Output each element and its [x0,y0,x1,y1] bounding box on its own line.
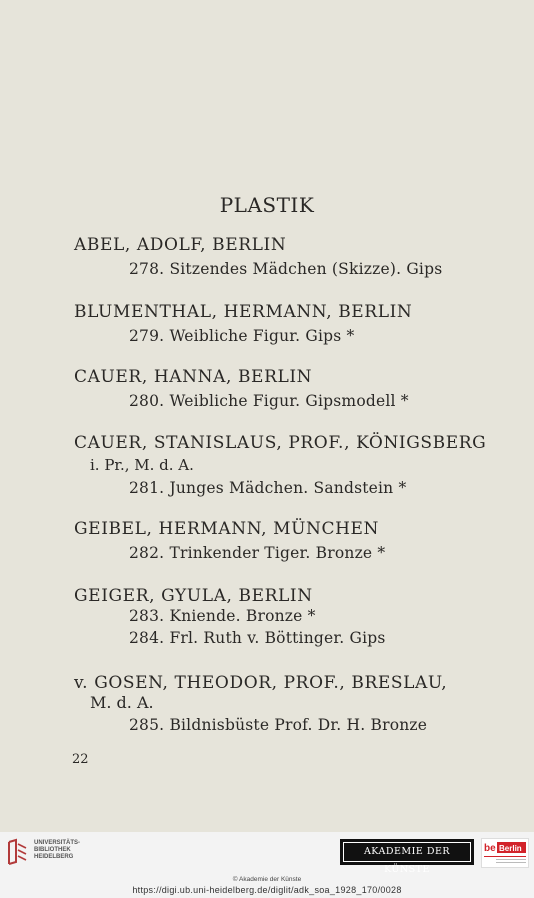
work-entry: 282. Trinkender Tiger. Bronze * [129,544,386,562]
work-entry: 281. Junges Mädchen. Sandstein * [129,479,407,497]
library-name-line: BIBLIOTHEK [34,847,71,853]
berlin-logo-prefix: be [484,843,496,854]
university-library-logo-icon[interactable] [6,838,32,868]
adk-label: AKADEMIE DER KÜNSTE [343,842,471,862]
artist-name: CAUER, STANISLAUS, PROF., KÖNIGSBERG [74,433,487,453]
akademie-der-kuenste-logo[interactable] [340,839,474,875]
berlin-logo[interactable] [481,838,529,868]
artist-name: GEIGER, GYULA, BERLIN [74,586,313,606]
library-name-line: UNIVERSITÄTS- [34,840,81,846]
artist-name: GEIBEL, HERMANN, MÜNCHEN [74,519,380,539]
artist-name: v. GOSEN, THEODOR, PROF., BRESLAU, [74,673,448,693]
permalink-url[interactable]: https://digi.ub.uni-heidelberg.de/diglit/adk_soa_1928_170/0028 [132,885,402,895]
artist-name: CAUER, HANNA, BERLIN [74,367,313,387]
work-entry: 279. Weibliche Figur. Gips * [129,327,355,345]
artist-name-continuation: i. Pr., M. d. A. [90,456,194,474]
work-entry: 283. Kniende. Bronze * [129,607,316,625]
berlin-logo-text: Berlin [499,844,522,853]
university-library-name[interactable] [34,840,80,861]
work-entry: 278. Sitzendes Mädchen (Skizze). Gips [129,260,443,278]
work-entry: 285. Bildnisbüste Prof. Dr. H. Bronze [129,716,428,734]
page-number: 22 [72,752,89,767]
work-entry: 284. Frl. Ruth v. Böttinger. Gips [129,629,386,647]
copyright-notice: © Akademie der Künste [232,876,302,883]
artist-name-continuation: M. d. A. [90,693,154,712]
work-entry: 280. Weibliche Figur. Gipsmodell * [129,392,409,410]
library-name-line: HEIDELBERG [34,854,74,860]
artist-name: BLUMENTHAL, HERMANN, BERLIN [74,302,413,322]
section-heading: PLASTIK [219,193,315,217]
artist-name: ABEL, ADOLF, BERLIN [74,235,287,255]
